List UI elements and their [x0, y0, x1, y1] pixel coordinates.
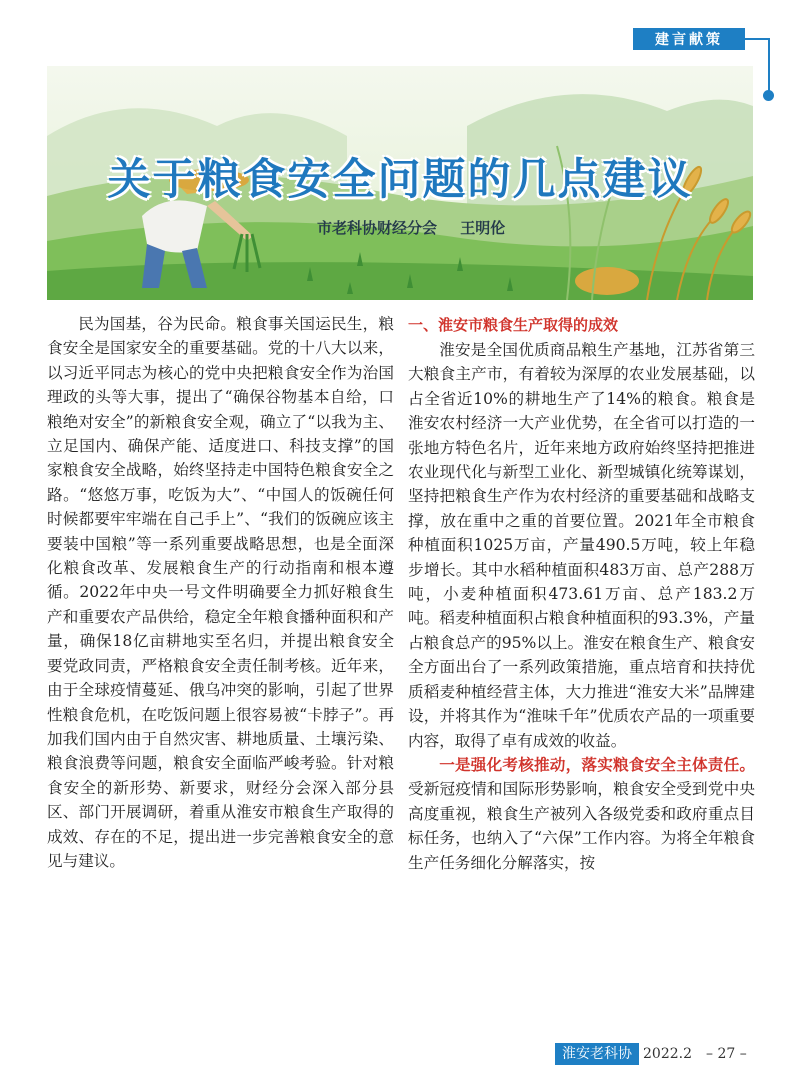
byline-author: 王明伦	[460, 219, 506, 237]
highlight-text: 一是强化考核推动，落实粮食安全主体责任。	[439, 754, 755, 774]
body-paragraph: 淮安是全国优质商品粮生产基地，江苏省第三大粮食主产市，有着较为深厚的农业发展基础，以占全省近10%的耕地生产了14%的粮食。粮食是淮安农村经济一大产业优势，在全省可以打造的一张地方特色名片，近年来地方政府始终坚持把推进农业现代化与新型工业化、新型城镇化统筹谋划，坚持把粮食生产作为农村经济的重要基础和战略支撑，放在重中之重的首要位置。2021年全市粮食种植面积1025万亩，产量490.5万吨，较上年稳步增长。其中水稻种植面积483万亩、总产288万吨，小麦种植面积473.61万亩、总产183.2万吨。稻麦种植面积占粮食种植面积的93.3%，产量占粮食总产的95%以上。淮安在粮食生产、粮食安全方面出台了一系列政策措施，重点培育和扶持优质稻麦种植经营主体，大力推进“淮安大米”品牌建设，并将其作为“淮味千年”优质农产品的一项重要内容，取得了卓有成效的收益。	[408, 341, 755, 750]
footer-magazine: 淮安老科协	[555, 1043, 639, 1065]
page-title: 关于粮食安全问题的几点建议	[107, 155, 693, 205]
byline	[317, 217, 617, 238]
page-footer	[555, 1043, 747, 1065]
right-column	[408, 312, 755, 875]
corner-dot	[763, 90, 774, 101]
page-number: – 27 –	[706, 1046, 747, 1062]
byline-organization: 市老科协财经分会	[317, 219, 438, 237]
left-column	[47, 312, 394, 873]
body-paragraph	[408, 753, 755, 875]
section-heading: 一、淮安市粮食生产取得的成效	[408, 316, 619, 334]
body-text: 受新冠疫情和国际形势影响，粮食安全受到党中央高度重视，粮食生产被列入各级党委和政府重点目标任务，也纳入了“六保”工作内容。为将全年粮食生产任务细化分解落实，按	[408, 780, 755, 872]
corner-line	[745, 38, 770, 40]
corner-line	[768, 38, 770, 94]
title-banner	[47, 66, 753, 300]
section-tag: 建言献策	[633, 28, 745, 50]
footer-issue: 2022.2	[643, 1046, 692, 1062]
intro-paragraph: 民为国基，谷为民命。粮食事关国运民生，粮食安全是国家安全的重要基础。党的十八大以来，以习近平同志为核心的党中央把粮食安全作为治国理政的头等大事，提出了“确保谷物基本自给，口粮绝对安全”的新粮食安全观，确立了“以我为主、立足国内、确保产能、适度进口、科技支撑”的国家粮食安全战略，始终坚持走中国特色粮食安全之路。“悠悠万事，吃饭为大”、“中国人的饭碗任何时候都要牢牢端在自己手上”、“我们的饭碗应该主要装中国粮”等一系列重要战略思想，也是全面深化粮食改革、发展粮食生产的行动指南和根本遵循。2022年中央一号文件明确要全力抓好粮食生产和重要农产品供给，稳定全年粮食播种面积和产量，确保18亿亩耕地实至名归，并提出粮食安全要党政同责，严格粮食安全责任制考核。近年来，由于全球疫情蔓延、俄乌冲突的影响，引起了世界性粮食危机，在吃饭问题上很容易被“卡脖子”。再加我们国内由于自然灾害、耕地质量、土壤污染、粮食浪费等问题，粮食安全面临严峻考验。针对粮食安全的新形势、新要求，财经分会深入部分县区、部门开展调研，着重从淮安市粮食生产取得的成效、存在的不足，提出进一步完善粮食安全的意见与建议。	[47, 315, 394, 870]
